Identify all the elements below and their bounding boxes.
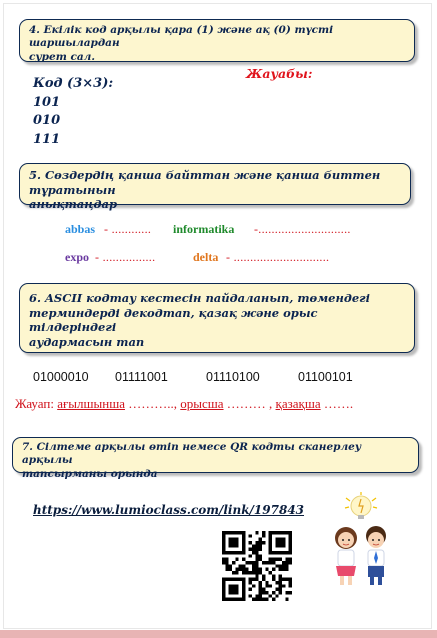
- answer-label: Жауап:: [15, 396, 54, 411]
- task-6-box: [19, 283, 415, 353]
- word-abbas: abbas: [65, 222, 96, 236]
- answer-title: Жауабы:: [246, 66, 313, 81]
- answer-russian-blank: ……… ,: [226, 396, 276, 411]
- word-delta: delta: [193, 250, 219, 264]
- bottom-strip: [0, 630, 437, 638]
- binary-code-3: 01110100: [206, 370, 260, 384]
- task-4-line2: сурет сал.: [29, 50, 95, 63]
- task-4-box: [19, 19, 415, 62]
- answer-kazakh-label: қазақша: [275, 396, 321, 411]
- dots-delta: - .............................: [226, 250, 330, 264]
- code-row-2: 010: [33, 113, 61, 128]
- binary-code-4: 01100101: [298, 370, 353, 384]
- task-6-line2: терминдерді декодтап, қазақ және орыс тілдеріндегі: [29, 305, 318, 335]
- binary-code-1: 01000010: [33, 370, 89, 384]
- qr-code-icon[interactable]: [222, 531, 292, 601]
- answer-kazakh-blank: …….: [323, 396, 354, 411]
- binary-code-2: 01111001: [115, 370, 168, 384]
- code-row-1: 101: [33, 94, 61, 110]
- dots-expo: - ................: [95, 250, 156, 264]
- kids-illustration-icon: [326, 492, 396, 588]
- answer-english-blank: ………..,: [128, 396, 181, 411]
- dots-informatika: -............................: [254, 222, 351, 236]
- code-row-3: 111: [33, 131, 61, 147]
- word-expo: expo: [65, 250, 89, 264]
- answer-english-label: ағылшынша: [57, 396, 125, 411]
- task-7-line2: тапсырманы орында: [22, 467, 158, 480]
- task-5-line1: 5. Сөздердің қанша байттан және қанша биттен тұратынын: [29, 168, 381, 197]
- task-5-box: [19, 163, 411, 212]
- task-7-box: [12, 437, 419, 480]
- task-6-line1: 6. ASCII кодтау кестесін пайдаланып, төмендегі: [29, 291, 371, 305]
- lumio-link[interactable]: https://www.lumioclass.com/link/197843: [33, 503, 305, 517]
- word-informatika: informatika: [173, 222, 235, 236]
- code-block: [33, 75, 113, 149]
- task-6-line3: аудармасын тап: [29, 335, 145, 350]
- code-title: Код (3×3):: [33, 76, 114, 91]
- task-4-line1: 4. Екілік код арқылы қара (1) және ақ (0) түсті шаршылардан: [29, 24, 334, 50]
- answer-line: [15, 396, 353, 412]
- answer-russian-label: орысша: [180, 396, 224, 411]
- task-5-line2: анықтаңдар: [29, 197, 117, 212]
- dots-abbas: - ............: [104, 222, 152, 236]
- task-7-line1: 7. Сілтеме арқылы өтіп немесе QR кодты сканерлеу арқылы: [22, 441, 362, 467]
